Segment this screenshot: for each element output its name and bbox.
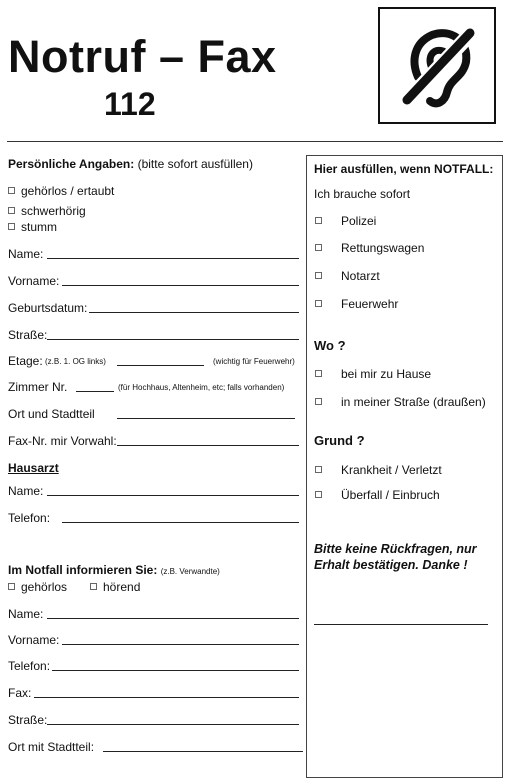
- checkbox-polizei[interactable]: [315, 217, 322, 224]
- option-label: stumm: [21, 220, 57, 234]
- option-label: Krankheit / Verletzt: [341, 463, 442, 477]
- room-field[interactable]: [76, 391, 114, 392]
- contact-vorname-field[interactable]: [62, 644, 299, 645]
- name-label: Name:: [8, 247, 44, 261]
- city-label: Ort und Stadtteil: [8, 407, 95, 421]
- doctor-name-label: Name:: [8, 484, 44, 498]
- hearing-impaired-icon: [378, 7, 496, 124]
- emergency-box-heading: Hier ausfüllen, wenn NOTFALL:: [314, 162, 494, 176]
- contact-phone-label: Telefon:: [8, 659, 51, 673]
- vorname-label: Vorname:: [8, 274, 60, 288]
- floor-hint: (z.B. 1. OG links): [45, 357, 106, 366]
- option-label: Polizei: [341, 214, 377, 228]
- contact-fax-field[interactable]: [34, 697, 299, 698]
- birthdate-label: Geburtsdatum:: [8, 301, 88, 315]
- checkbox-notarzt[interactable]: [315, 272, 322, 279]
- personal-note: (bitte sofort ausfüllen): [134, 157, 253, 171]
- confirmation-field[interactable]: [314, 624, 488, 625]
- option-label: Notarzt: [341, 269, 380, 283]
- contact-street-label: Straße:: [8, 713, 48, 727]
- checkbox-rettungswagen[interactable]: [315, 244, 322, 251]
- city-field[interactable]: [117, 418, 295, 419]
- notice-line-1: Bitte keine Rückfragen, nur: [314, 542, 477, 556]
- street-label: Straße:: [8, 328, 48, 342]
- contact-vorname-label: Vorname:: [8, 633, 60, 647]
- reason-heading: Grund ?: [314, 433, 365, 448]
- room-note: (für Hochhaus, Altenheim, etc; falls vorhanden): [118, 383, 285, 392]
- option-label: gehörlos / ertaubt: [21, 184, 115, 198]
- contact-street-field[interactable]: [47, 724, 299, 725]
- option-label: Rettungswagen: [341, 241, 425, 255]
- personal-heading: Persönliche Angaben:: [8, 157, 135, 171]
- checkbox-at-home[interactable]: [315, 370, 322, 377]
- vorname-field[interactable]: [62, 285, 299, 286]
- contact-name-field[interactable]: [47, 618, 299, 619]
- checkbox-stumm[interactable]: [8, 223, 15, 230]
- doctor-phone-label: Telefon:: [8, 511, 51, 525]
- floor-field[interactable]: [117, 365, 204, 366]
- contact-city-field[interactable]: [103, 751, 303, 752]
- checkbox-assault[interactable]: [315, 491, 322, 498]
- name-field[interactable]: [47, 258, 299, 259]
- checkbox-illness[interactable]: [315, 466, 322, 473]
- option-label: in meiner Straße (draußen): [341, 395, 486, 409]
- checkbox-gehoerlos[interactable]: [8, 187, 15, 194]
- option-label: hörend: [103, 580, 141, 594]
- doctor-heading: Hausarzt: [8, 461, 59, 475]
- contact-city-label: Ort mit Stadtteil:: [8, 740, 95, 754]
- option-label: Überfall / Einbruch: [341, 488, 440, 502]
- contact-fax-label: Fax:: [8, 686, 32, 700]
- birthdate-field[interactable]: [89, 312, 299, 313]
- contact-phone-field[interactable]: [52, 670, 299, 671]
- fax-label: Fax-Nr. mir Vorwahl:: [8, 434, 117, 448]
- notice-line-2: Erhalt bestätigen. Danke !: [314, 558, 468, 572]
- street-field[interactable]: [47, 339, 299, 340]
- doctor-name-field[interactable]: [47, 495, 299, 496]
- floor-note: (wichtig für Feuerwehr): [213, 357, 295, 366]
- doctor-phone-field[interactable]: [62, 522, 299, 523]
- checkbox-schwerhoerig[interactable]: [8, 207, 15, 214]
- floor-label: Etage:: [8, 354, 43, 368]
- checkbox-feuerwehr[interactable]: [315, 300, 322, 307]
- room-label: Zimmer Nr.: [8, 380, 68, 394]
- checkbox-contact-gehoerlos[interactable]: [8, 583, 15, 590]
- option-label: schwerhörig: [21, 204, 86, 218]
- where-heading: Wo ?: [314, 338, 346, 353]
- emergency-contact-heading: [8, 563, 220, 579]
- option-label: Feuerwehr: [341, 297, 399, 311]
- option-label: bei mir zu Hause: [341, 367, 432, 381]
- header-divider: [7, 141, 503, 142]
- fax-field[interactable]: [117, 445, 299, 446]
- option-label: gehörlos: [21, 580, 68, 594]
- emergency-heading: Im Notfall informieren Sie:: [8, 563, 158, 577]
- need-label: Ich brauche sofort: [314, 187, 411, 201]
- contact-name-label: Name:: [8, 607, 44, 621]
- emergency-note: (z.B. Verwandte): [160, 567, 220, 576]
- checkbox-contact-hoerend[interactable]: [90, 583, 97, 590]
- page-title: Notruf – Fax: [8, 31, 277, 82]
- personal-section-heading: [8, 157, 253, 171]
- emergency-number: 112: [104, 86, 156, 122]
- checkbox-on-street[interactable]: [315, 398, 322, 405]
